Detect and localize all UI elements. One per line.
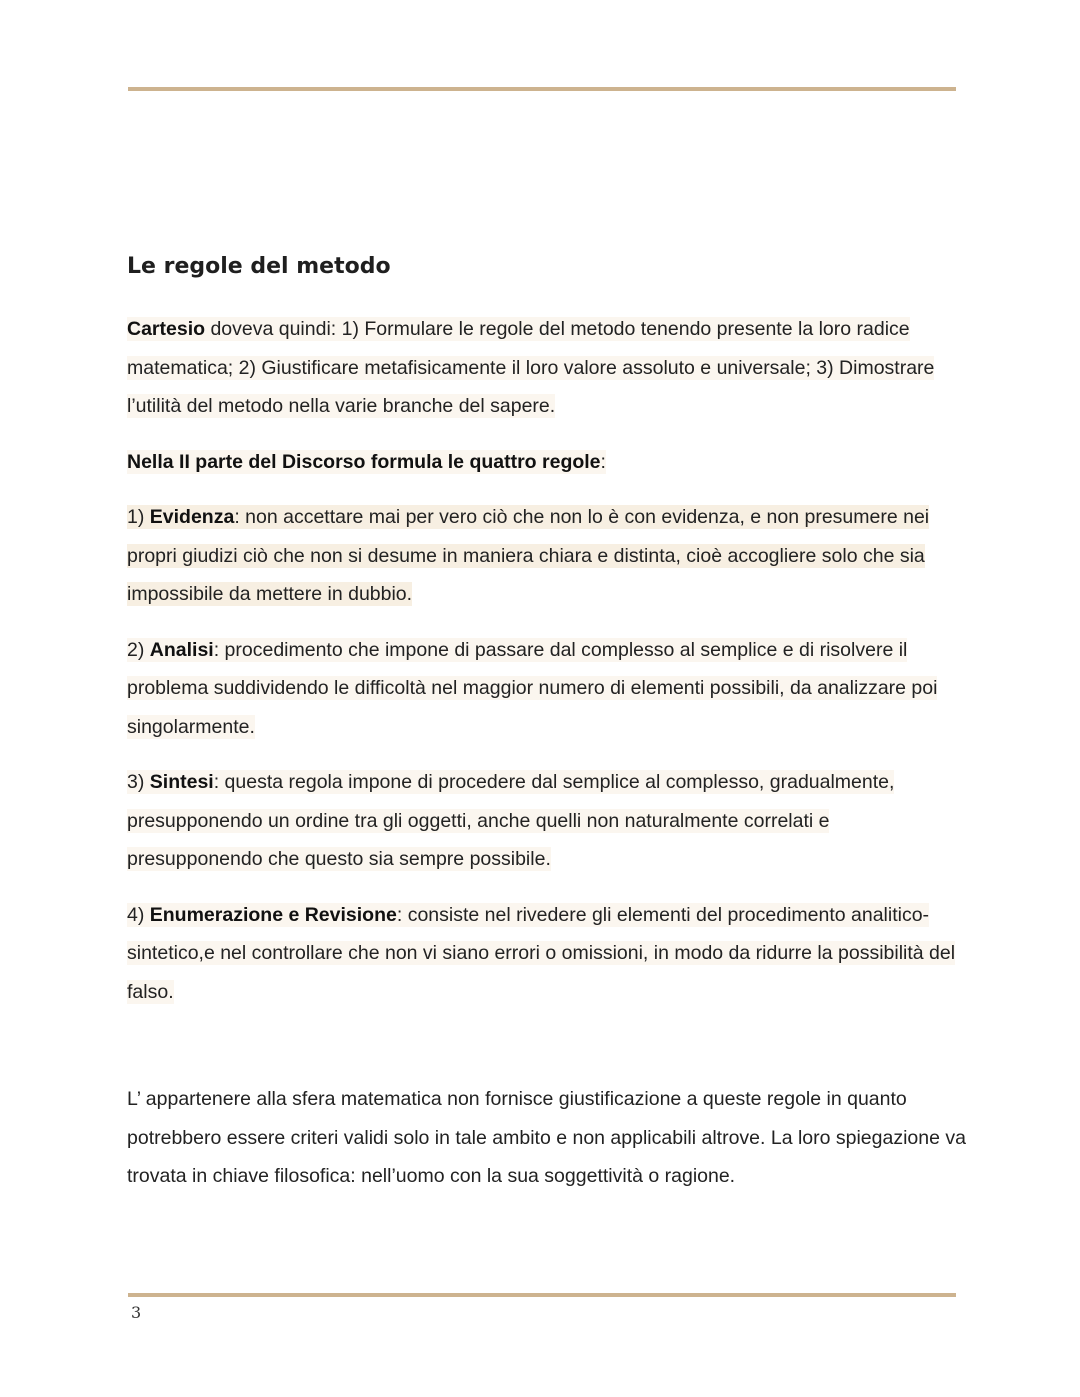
rules-lead-bold: Nella II parte del Discorso formula le quattro regole (127, 450, 601, 473)
rule-analisi: 2) Analisi: procedimento che impone di passare dal complesso al semplice e di risolvere il problema suddividendo le difficoltà nel maggior numero di elementi possibili, da analizzare poi singolarmente. (127, 638, 938, 738)
top-divider (128, 87, 956, 91)
rule-text: : non accettare mai per vero ciò che non lo è con evidenza, e non presumere nei propri giudizi ciò che non si desume in maniera chiara e distinta, cioè accogliere solo che sia impossibile da mettere in dubbio. (127, 506, 930, 605)
conclusion-paragraph: L’ appartenere alla sfera matematica non fornisce giustificazione a queste regole in quanto potrebbero essere criteri validi solo in tale ambito e non applicabili altrove. La loro spiegazione va trovata in chiave filosofica: nell’uomo con la sua soggettività o ragione. (127, 1088, 966, 1187)
rule-name: Enumerazione e Revisione (149, 903, 397, 926)
rule-name: Analisi (149, 638, 214, 661)
intro-text: doveva quindi: 1) Formulare le regole del metodo tenendo presente la loro radice matematica; 2) Giustificare metafisicamente il loro valore assoluto e universale; 3) Dimostrare l’utilità del metodo nella varie branche del sapere. (127, 318, 935, 417)
bottom-divider (128, 1293, 956, 1297)
rule-enumerazione: 4) Enumerazione e Revisione: consiste nel rivedere gli elementi del procedimento analitico-sintetico,e nel controllare che non vi siano errori o omissioni, in modo da ridurre la possibilità del falso. (127, 903, 956, 1003)
rule-text: : procedimento che impone di passare dal complesso al semplice e di risolvere il problema suddividendo le difficoltà nel maggior numero di elementi possibili, da analizzare poi singolarmente. (127, 638, 938, 738)
page-number: 3 (131, 1303, 142, 1322)
rule-text: : questa regola impone di procedere dal semplice al complesso, gradualmente, presupponendo un ordine tra gli oggetti, anche quelli non naturalmente correlati e presupponendo che questo sia sempre possibile. (127, 771, 895, 870)
rule-name: Evidenza (149, 506, 235, 528)
intro-bold: Cartesio (127, 318, 206, 340)
intro-paragraph (127, 310, 967, 426)
rules-lead: Nella II parte del Discorso formula le quattro regole: (127, 450, 606, 473)
rule-sintesi: 3) Sintesi: questa regola impone di procedere dal semplice al complesso, gradualmente, presupponendo un ordine tra gli oggetti, anche quelli non naturalmente correlati e presupponendo che questo sia sempre possibile. (127, 771, 895, 870)
rule-text: : consiste nel rivedere gli elementi del procedimento analitico-sintetico,e nel controllare che non vi siano errori o omissioni, in modo da ridurre la possibilità del falso. (127, 903, 956, 1003)
rule-evidenza: 1) Evidenza: non accettare mai per vero ciò che non lo è con evidenza, e non presumere nei propri giudizi ciò che non si desume in maniera chiara e distinta, cioè accogliere solo che sia impossibile da mettere in dubbio. (127, 506, 930, 605)
rule-name: Sintesi (149, 771, 214, 793)
section-heading: Le regole del metodo (127, 254, 391, 279)
document-body (127, 310, 967, 1213)
